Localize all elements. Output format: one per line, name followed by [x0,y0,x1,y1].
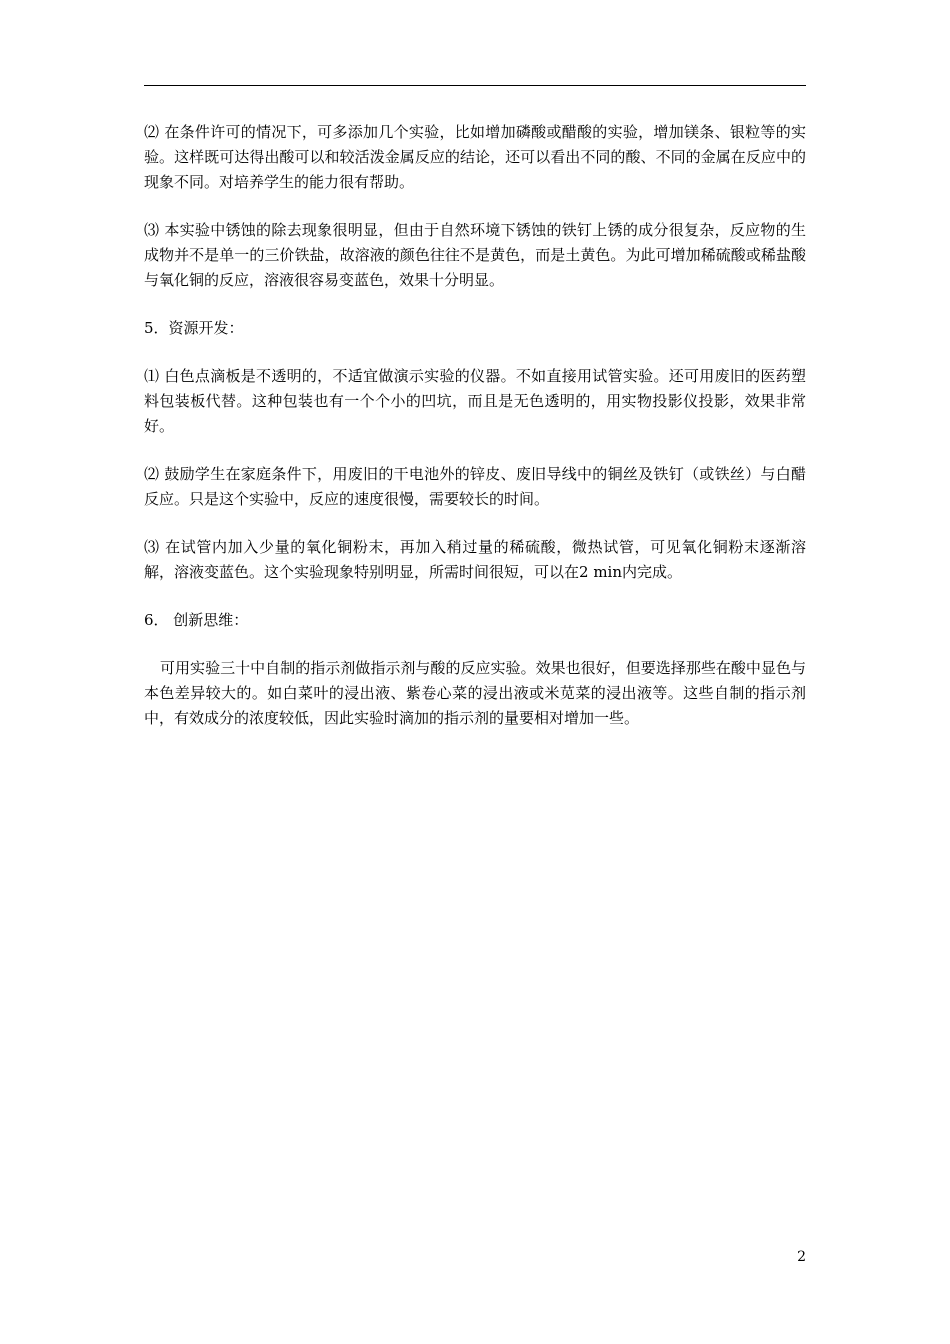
paragraph-innovative-thinking: 可用实验三十中自制的指示剂做指示剂与酸的反应实验。效果也很好，但要选择那些在酸中显色与本色差异较大的。如白菜叶的浸出液、紫卷心菜的浸出液或米苋菜的浸出液等。这些自制的指示剂中，有效成分的浓度较低，因此实验时滴加的指示剂的量要相对增加一些。 [144,659,806,727]
section-heading-resource-development: 5．资源开发： [144,319,244,337]
paragraph-resource-1: ⑴ 白色点滴板是不透明的，不适宜做演示实验的仪器。不如直接用试管实验。还可用废旧的医药塑料包装板代替。这种包装也有一个个小的凹坑，而且是无色透明的，用实物投影仪投影，效果非常好。 [144,367,806,435]
page-number: 2 [797,1249,806,1265]
section-heading-innovative-thinking: 6． 创新思维： [144,611,249,629]
header-rule [144,85,806,86]
document-body [144,120,806,754]
paragraph-resource-2: ⑵ 鼓励学生在家庭条件下，用废旧的干电池外的锌皮、废旧导线中的铜丝及铁钉（或铁丝）与白醋反应。只是这个实验中，反应的速度很慢，需要较长的时间。 [144,465,806,508]
paragraph-note-3: ⑶ 本实验中锈蚀的除去现象很明显，但由于自然环境下锈蚀的铁钉上锈的成分很复杂，反应物的生成物并不是单一的三价铁盐，故溶液的颜色往往不是黄色，而是土黄色。为此可增加稀硫酸或稀盐酸与氧化铜的反应，溶液很容易变蓝色，效果十分明显。 [144,221,806,289]
paragraph-resource-3: ⑶ 在试管内加入少量的氧化铜粉末，再加入稍过量的稀硫酸，微热试管，可见氧化铜粉末逐渐溶解，溶液变蓝色。这个实验现象特别明显，所需时间很短，可以在2 min内完成。 [144,538,806,581]
paragraph-note-2: ⑵ 在条件许可的情况下，可多添加几个实验，比如增加磷酸或醋酸的实验，增加镁条、银粒等的实验。这样既可达得出酸可以和较活泼金属反应的结论，还可以看出不同的酸、不同的金属在反应中的现象不同。对培养学生的能力很有帮助。 [144,123,806,191]
